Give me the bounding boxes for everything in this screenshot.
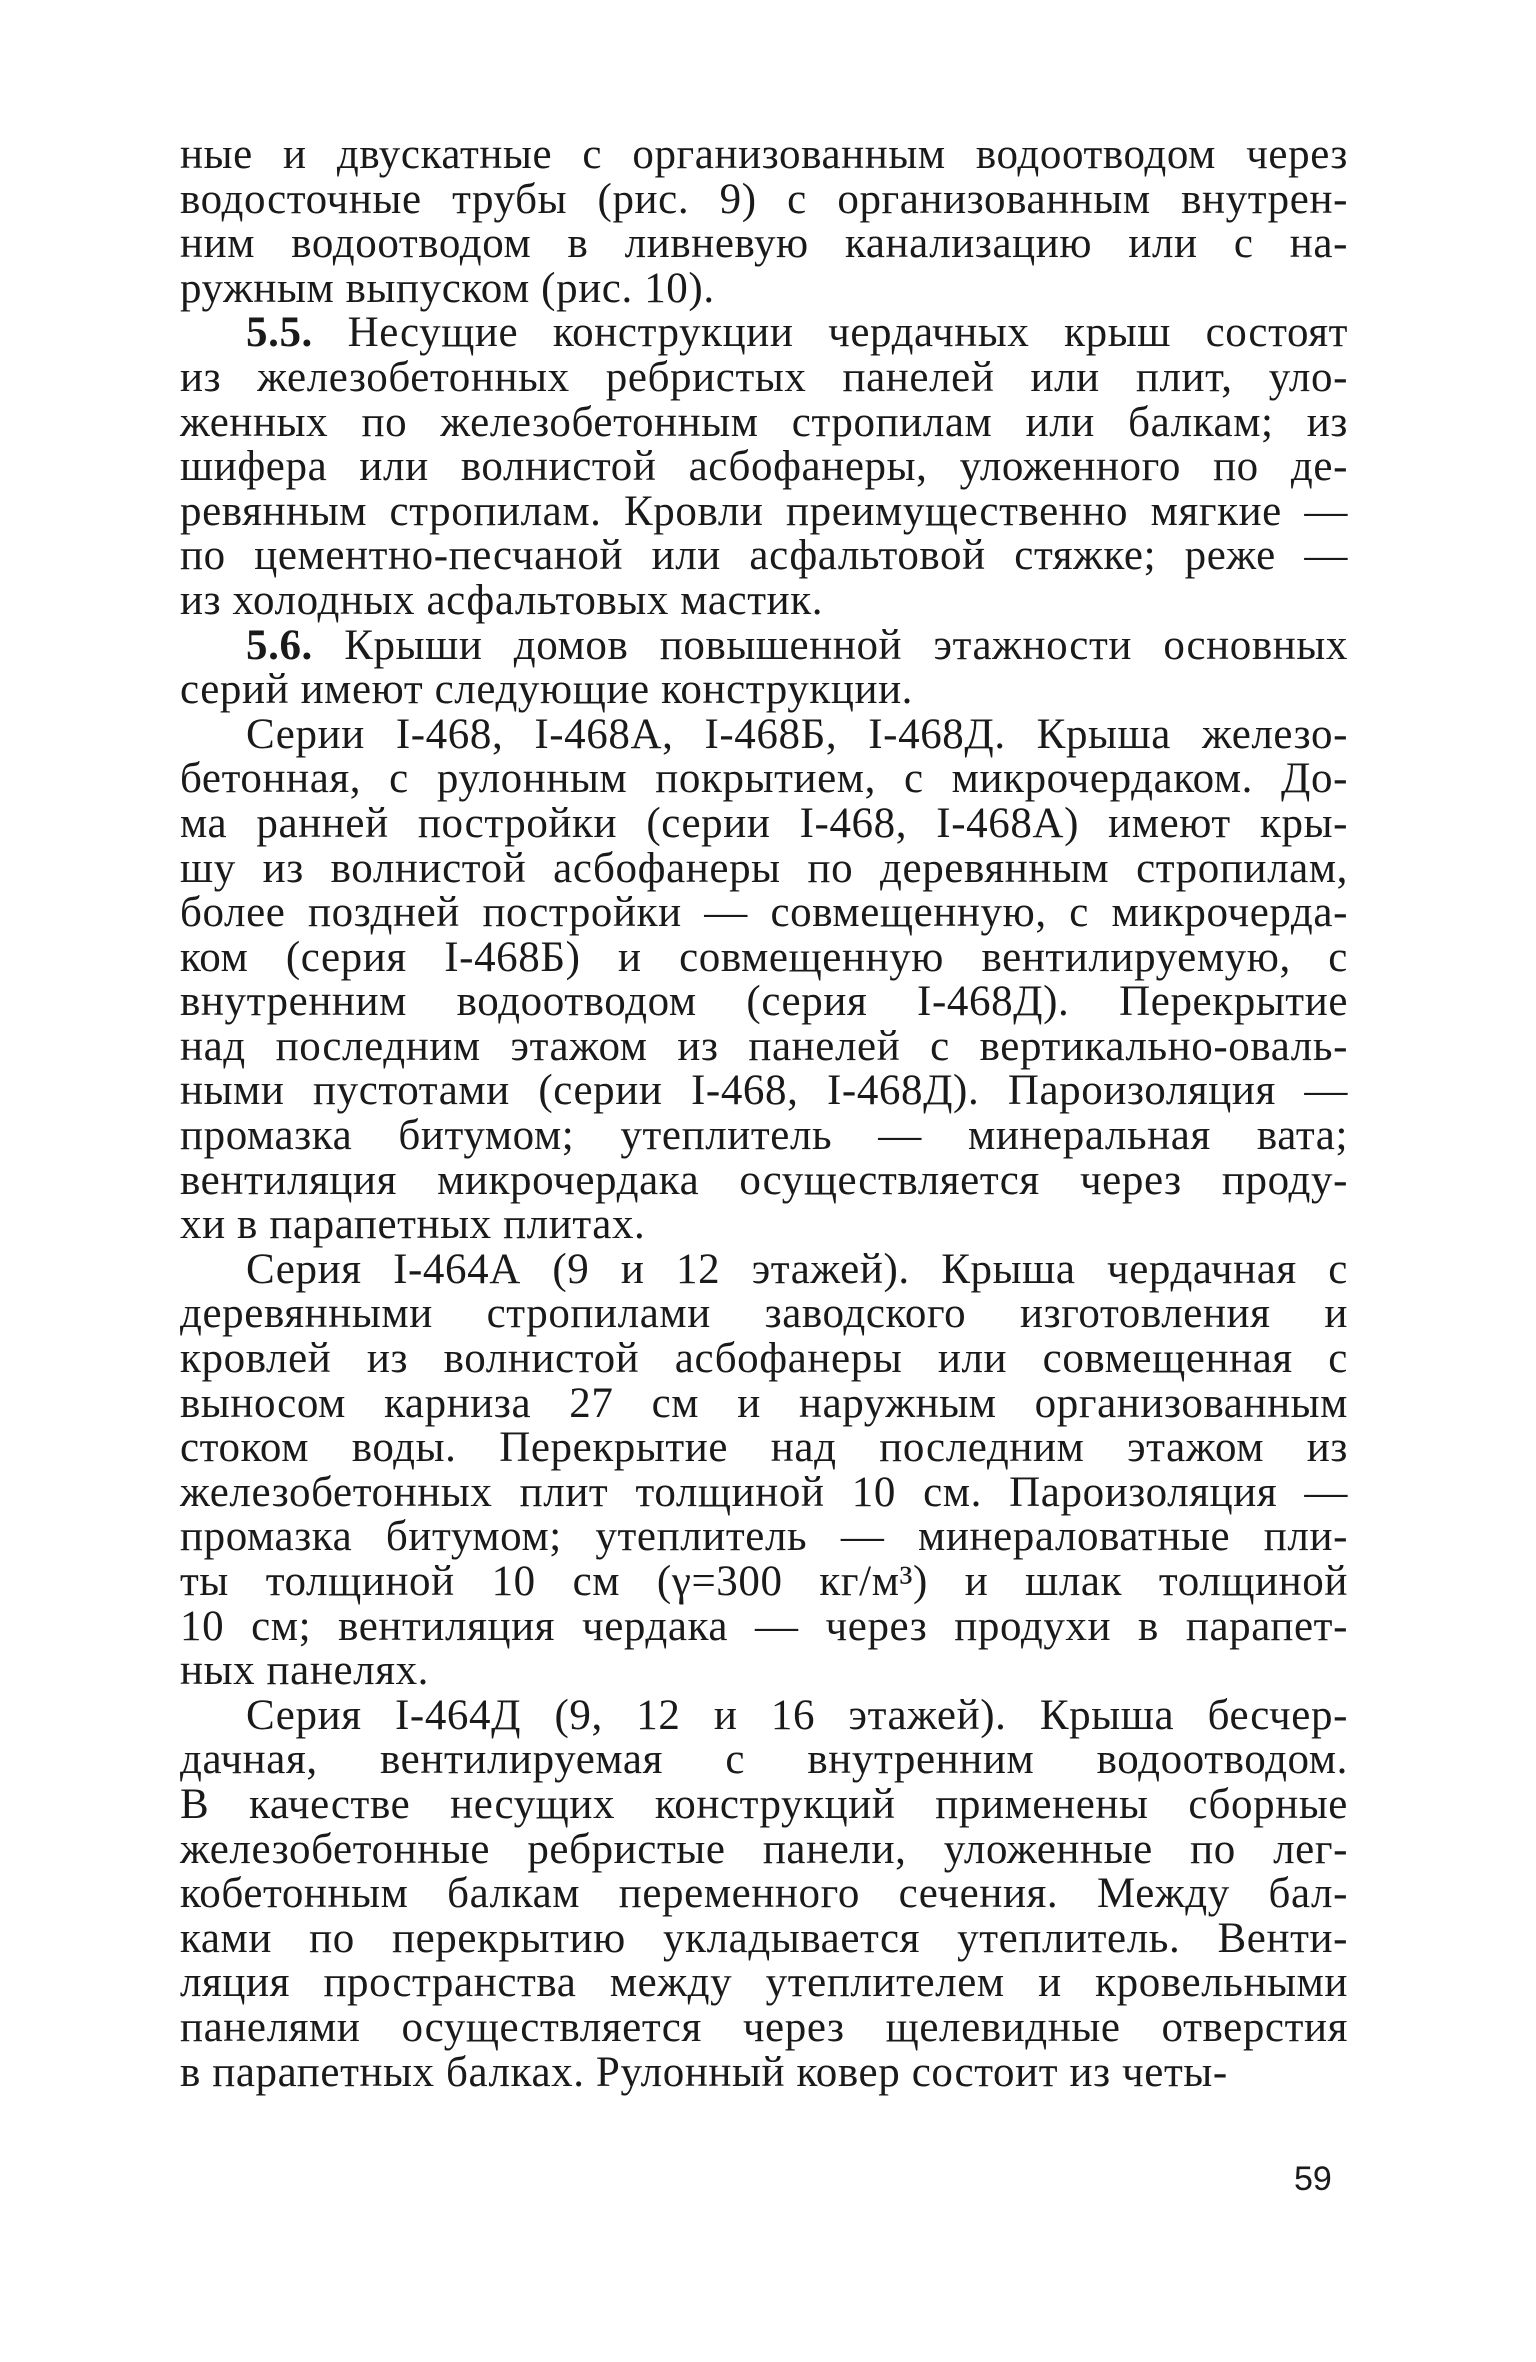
text-line: более поздней постройки — совмещенную, с микрочерда- [180,889,1348,937]
text-line: железобетонные ребристые панели, уложенные по лег- [180,1825,1348,1873]
text-line: Серия I-464А (9 и 12 этажей). Крыша чердачная с [246,1245,1348,1293]
text-line: из холодных асфальтовых мастик. [180,576,824,624]
text-line: 10 см; вентиляция чердака — через продухи в парапет- [180,1602,1348,1650]
text-line: ных панелях. [180,1647,430,1695]
text-line: деревянными стропилами заводского изготовления и [180,1290,1348,1338]
text-line [180,621,1348,669]
text-line: железобетонных плит толщиной 10 см. Пароизоляция — [180,1468,1348,1516]
text-line: ма ранней постройки (серии I-468, I-468А) имеют кры- [180,799,1348,847]
text-line: ты толщиной 10 см (γ=300 кг/м³) и шлак толщиной [180,1558,1348,1605]
text-line [180,311,1348,356]
text-line: ревянным стропилам. Кровли преимущественно мягкие — [180,487,1348,535]
text-line: кровлей из волнистой асбофанеры или совмещенная с [180,1335,1348,1383]
text-line: в парапетных балках. Рулонный ковер состоит из четы- [180,2048,1228,2096]
paragraph-5-6 [180,621,1348,714]
text-line: кобетонным балкам переменного сечения. Между бал- [180,1870,1348,1918]
text-line: женных по железобетонным стропилам или балкам; из [180,398,1348,446]
page-number: 59 [1294,2160,1332,2198]
text-line: внутренним водоотводом (серия I-468Д). Перекрытие [180,978,1348,1026]
paragraph-continued [180,133,1348,311]
text-line: ружным выпуском (рис. 10). [180,264,715,312]
text-line: промазка битумом; утеплитель — минераловатные пли- [180,1513,1348,1561]
line-text: Крыши домов повышенной этажности основных [312,621,1348,669]
text-line: шу из волнистой асбофанеры по деревянным стропилам, [180,844,1348,892]
text-line: ком (серия I-468Б) и совмещенную вентилируемую, с [180,933,1348,981]
text-line: ками по перекрытию укладывается утеплитель. Венти- [180,1914,1348,1962]
paragraph-series-468 [180,710,1348,1249]
text-line: из железобетонных ребристых панелей или плит, уло- [180,353,1348,401]
text-line: ним водоотводом в ливневую канализацию или с на- [180,220,1348,268]
text-line: дачная, вентилируемая с внутренним водоотводом. [180,1736,1348,1784]
text-line: Серии I-468, I-468А, I-468Б, I-468Д. Крыша железо- [246,710,1348,758]
text-line: бетонная, с рулонным покрытием, с микрочердаком. До- [180,755,1348,803]
section-number: 5.5. [246,309,313,357]
text-line: над последним этажом из панелей с вертикально-оваль- [180,1022,1348,1070]
line-text: Несущие конструкции чердачных крыш состоят [312,309,1348,357]
text-line: хи в парапетных плитах. [180,1201,646,1249]
text-line: промазка битумом; утеплитель — минеральная вата; [180,1112,1348,1160]
text-line: водосточные трубы (рис. 9) с организованным внутрен- [180,175,1348,223]
text-line: ные и двускатные с организованным водоотводом через [180,131,1348,178]
text-line: вентиляция микрочердака осуществляется через проду- [180,1156,1348,1204]
text-line: стоком воды. Перекрытие над последним этажом из [180,1424,1348,1472]
paragraph-series-464d [180,1691,1348,2096]
text-line: ляция пространства между утеплителем и кровельными [180,1959,1348,2007]
paragraph-5-5 [180,311,1348,623]
text-line: шифера или волнистой асбофанеры, уложенного по де- [180,443,1348,491]
text-line: серий имеют следующие конструкции. [180,666,914,714]
text-line: выносом карниза 27 см и наружным организованным [180,1379,1348,1427]
text-line: панелями осуществляется через щелевидные отверстия [180,2003,1348,2051]
text-line: ными пустотами (серии I-468, I-468Д). Пароизоляция — [180,1067,1348,1115]
text-line: В качестве несущих конструкций применены сборные [180,1780,1348,1828]
paragraph-series-464a [180,1245,1348,1695]
body-text [180,133,1348,2095]
text-line: Серия I-464Д (9, 12 и 16 этажей). Крыша бесчер- [246,1691,1348,1739]
section-number: 5.6. [246,621,313,669]
text-line: по цементно-песчаной или асфальтовой стяжке; реже — [180,532,1348,580]
